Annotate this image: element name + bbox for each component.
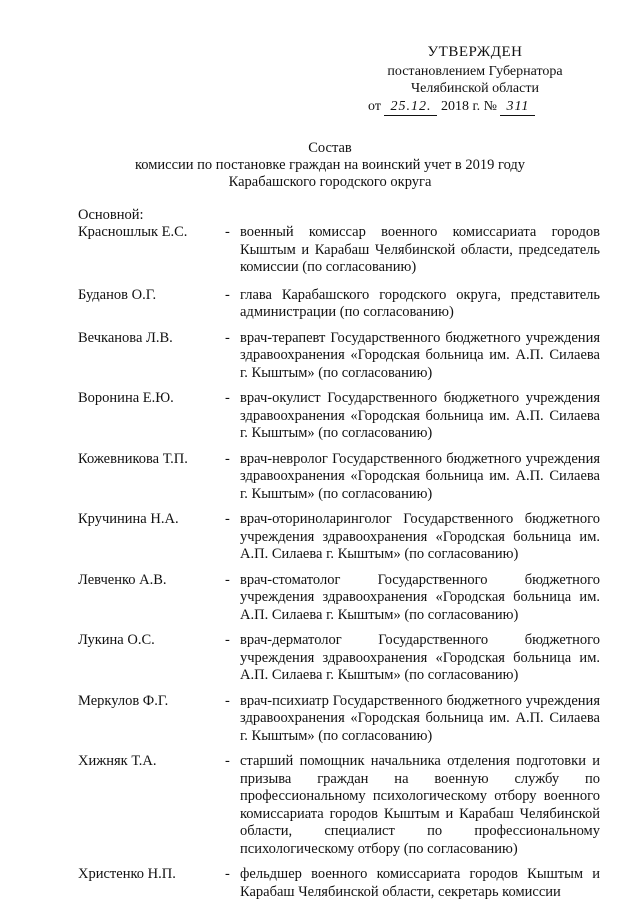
member-row	[78, 572, 600, 625]
member-description: старший помощник начальника отделения подготовки и призыва граждан на военную службу по профессиональному психологическому отбору военного комиссариата городов Кыштым и Карабаш Челябинской области, специалист по профессиональному психологическому отбору (по согласованию)	[240, 753, 600, 857]
member-description: врач-окулист Государственного бюджетного учреждения здравоохранения «Городская больница им. А.П. Силаева г. Кыштым» (по согласованию)	[240, 390, 600, 441]
member-dash: -	[225, 390, 230, 406]
member-description: глава Карабашского городского округа, представитель администрации (по согласованию)	[240, 286, 600, 320]
member-name: Меркулов Ф.Г.	[78, 692, 169, 709]
approval-heading: УТВЕРЖДЕН	[427, 44, 523, 60]
member-row	[78, 753, 600, 858]
member-description: врач-психиатр Государственного бюджетного учреждения здравоохранения «Городская больница им. А.П. Силаева г. Кыштым» (по согласованию)	[240, 692, 600, 744]
member-name: Вечканова Л.В.	[78, 329, 173, 346]
document-title	[90, 140, 570, 191]
document-number: 311	[500, 98, 535, 116]
member-name: Кручинина Н.А.	[78, 511, 179, 527]
date-prefix: от	[368, 99, 381, 114]
title-line-1: Состав	[308, 140, 352, 156]
member-row	[78, 693, 600, 746]
member-name: Хижняк Т.А.	[78, 753, 157, 769]
date-year: 2018 г. №	[440, 99, 497, 114]
approval-line-1: постановлением Губернатора	[387, 64, 563, 79]
section-label: Основной:	[78, 207, 144, 223]
member-row	[78, 451, 600, 504]
member-name: Буданов О.Г.	[78, 286, 157, 303]
member-dash: -	[225, 753, 230, 769]
member-row	[78, 287, 600, 322]
date-value: 25.12.	[384, 98, 437, 116]
member-dash: -	[225, 571, 230, 588]
member-dash: -	[225, 632, 230, 648]
member-row	[78, 224, 600, 277]
member-dash: -	[225, 866, 230, 882]
member-name: Лукина О.С.	[78, 632, 155, 648]
title-line-3: Карабашского городского округа	[228, 174, 432, 190]
member-description: врач-дерматолог Государственного бюджетного учреждения здравоохранения «Городская больница им. А.П. Силаева г. Кыштым» (по согласованию)	[240, 632, 600, 683]
member-description: врач-оториноларинголог Государственного бюджетного учреждения здравоохранения «Городская больница им. А.П. Силаева г. Кыштым» (по согласованию)	[240, 511, 600, 562]
member-description: фельдшер военного комиссариата городов Кыштым и Карабаш Челябинской области, секретарь комиссии	[240, 866, 600, 900]
member-name: Левченко А.В.	[78, 571, 167, 588]
member-name: Кожевникова Т.П.	[78, 450, 188, 467]
approval-date-line	[360, 98, 590, 116]
member-dash: -	[225, 224, 230, 240]
member-row	[78, 390, 600, 443]
members-list	[78, 224, 600, 901]
member-dash: -	[225, 329, 230, 346]
member-dash: -	[225, 692, 230, 709]
member-description: военный комиссар военного комиссариата городов Кыштым и Карабаш Челябинской области, председатель комиссии (по согласованию)	[240, 224, 600, 275]
member-row	[78, 330, 600, 383]
member-description: врач-терапевт Государственного бюджетного учреждения здравоохранения «Городская больница им. А.П. Силаева г. Кыштым» (по согласованию)	[240, 329, 600, 381]
approval-stamp	[360, 44, 590, 116]
member-row	[78, 632, 600, 685]
member-description: врач-стоматолог Государственного бюджетного учреждения здравоохранения «Городская больница им. А.П. Силаева г. Кыштым» (по согласованию)	[240, 571, 600, 623]
approval-line-2: Челябинской области	[411, 81, 539, 96]
member-name: Воронина Е.Ю.	[78, 390, 174, 406]
title-line-2: комиссии по постановке граждан на воинский учет в 2019 году	[134, 157, 526, 173]
member-name: Красношлык Е.С.	[78, 224, 188, 240]
member-dash: -	[225, 511, 230, 527]
member-row	[78, 511, 600, 564]
member-name: Христенко Н.П.	[78, 866, 176, 882]
member-dash: -	[225, 450, 230, 467]
member-description: врач-невролог Государственного бюджетного учреждения здравоохранения «Городская больница им. А.П. Силаева г. Кыштым» (по согласованию)	[240, 450, 600, 502]
member-dash: -	[225, 286, 230, 303]
member-row	[78, 866, 600, 901]
